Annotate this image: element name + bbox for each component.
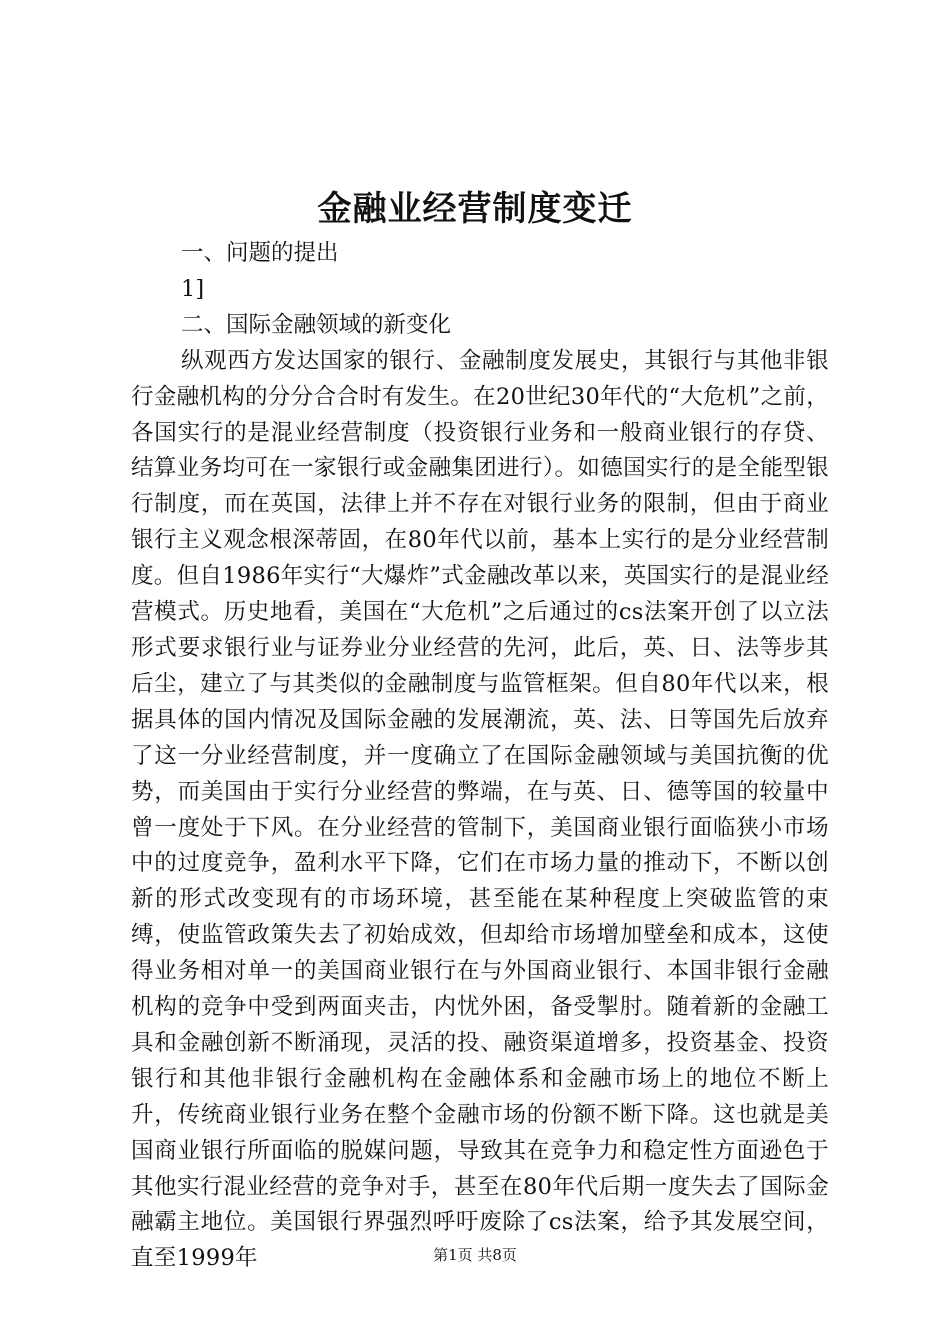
footnote-reference: 1] [181,275,205,302]
section-heading-1: 一、问题的提出 [181,240,339,266]
document-title: 金融业经营制度变迁 [317,189,633,229]
section-heading-2: 二、国际金融领域的新变化 [181,311,452,338]
page-footer: 第1页 共8页 [433,1246,517,1264]
body-paragraph: 纵观西方发达国家的银行、金融制度发展史，其银行与其他非银行金融机构的分分合合时有发生。在20世纪30年代的“大危机”之前，各国实行的是混业经营制度（投资银行业务和一般商业银行的存贷、结算业务均可在一家银行或金融集团进行）。如德国实行的是全能型银行制度，而在英国，法律上并不存在对银行业务的限制，但由于商业银行主义观念根深蒂固，在80年代以前，基本上实行的是分业经营制度。但自1986年实行“大爆炸”式金融改革以来，英国实行的是混业经营模式。历史地看，美国在“大危机”之后通过的cs法案开创了以立法形式要求银行业与证券业分业经营的先河，此后，英、日、法等步其后尘，建立了与其类似的金融制度与监管框架。但自80年代以来，根据具体的国内情况及国际金融的发展潮流，英、法、日等国先后放弃了这一分业经营制度，并一度确立了在国际金融领域与美国抗衡的优势，而美国由于实行分业经营的弊端，在与英、日、德等国的较量中曾一度处于下风。在分业经营的管制下，美国商业银行面临狭小市场中的过度竞争，盈利水平下降，它们在市场力量的推动下，不断以创新的形式改变现有的市场环境，甚至能在某种程度上突破监管的束缚，使监管政策失去了初始成效，但却给市场增加壁垒和成本，这使得业务相对单一的美国商业银行在与外国商业银行、本国非银行金融机构的竞争中受到两面夹击，内忧外困，备受掣肘。随着新的金融工具和金融创新不断涌现，灵活的投、融资渠道增多，投资基金、投资银行和其他非银行金融机构在金融体系和金融市场上的地位不断上升，传统商业银行业务在整个金融市场的份额不断下降。这也就是美国商业银行所面临的脱媒问题，导致其在竞争力和稳定性方面逊色于其他实行混业经营的竞争对手，甚至在80年代后期一度失去了国际金融霸主地位。美国银行界强烈呼吁废除了cs法案，给予其发展空间，直至1999年 [131,347,829,1272]
document-body [131,236,829,1277]
